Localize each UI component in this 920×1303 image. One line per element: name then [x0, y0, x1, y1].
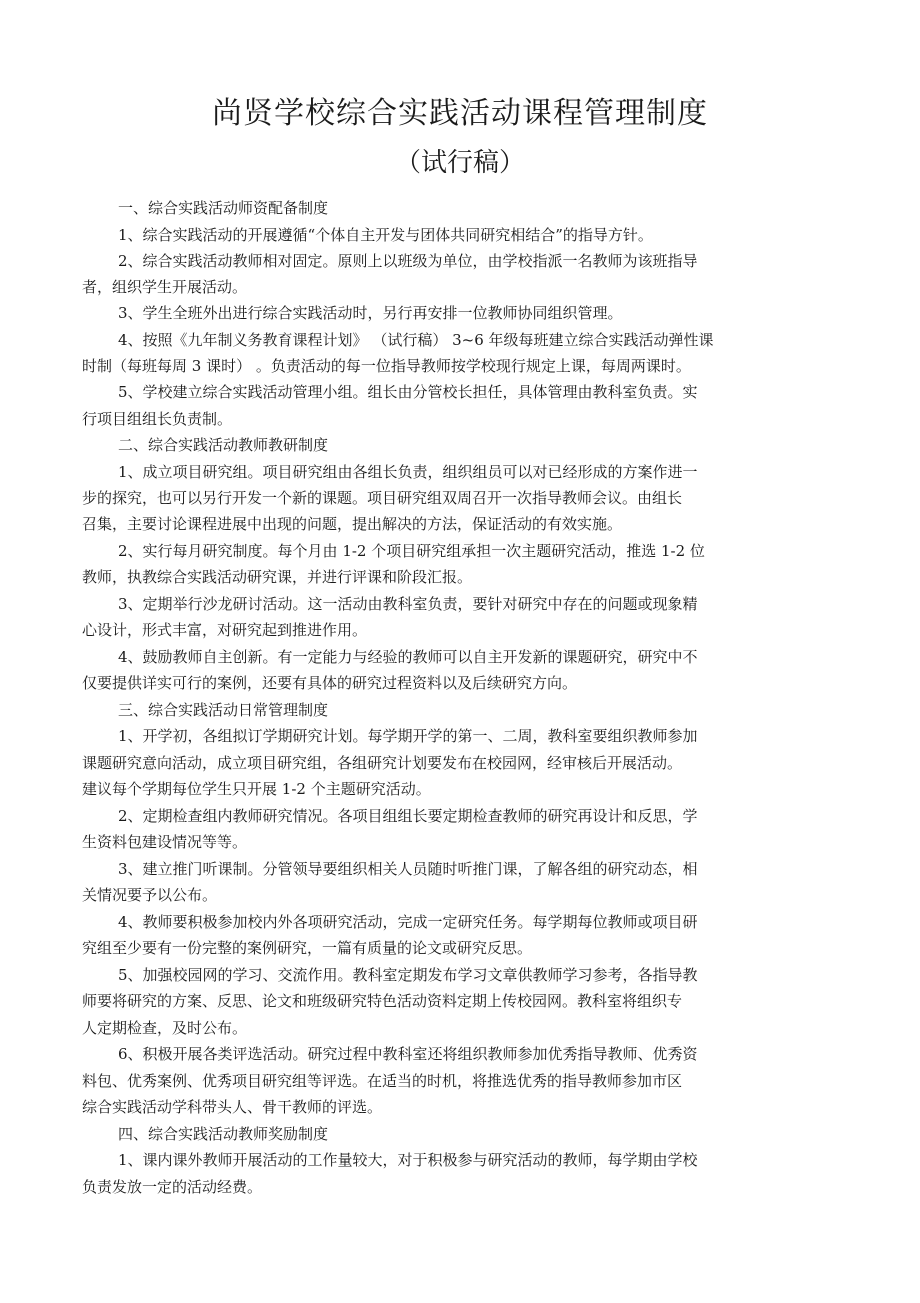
- paragraph-line: 1、综合实践活动的开展遵循“个体自主开发与团体共同研究相结合”的指导方针。: [118, 226, 653, 244]
- paragraph-line: 时制（每班每周 3 课时） 。负责活动的每一位指导教师按学校现行规定上课，每周两课时。: [82, 357, 691, 375]
- paragraph-line: 召集，主要讨论课程进展中出现的问题，提出解决的方法，保证活动的有效实施。: [82, 515, 623, 533]
- paragraph-line: 4、鼓励教师自主创新。有一定能力与经验的教师可以自主开发新的课题研究，研究中不: [118, 648, 698, 666]
- paragraph-line: 生资料包建设情况等等。: [82, 833, 248, 851]
- paragraph-line: 负责发放一定的活动经费。: [82, 1178, 263, 1196]
- paragraph-line: 课题研究意向活动，成立项目研究组，各组研究计划要发布在校园网，经审核后开展活动。: [82, 754, 683, 772]
- paragraph-line: 1、课内课外教师开展活动的工作量较大，对于积极参与研究活动的教师，每学期由学校: [118, 1151, 698, 1169]
- paragraph-line: 3、建立推门听课制。分管领导要组织相关人员随时听推门课，了解各组的研究动态，相: [118, 860, 698, 878]
- paragraph-line: 人定期检查，及时公布。: [82, 1019, 248, 1037]
- paragraph-line: 综合实践活动学科带头人、骨干教师的评选。: [82, 1098, 383, 1116]
- paragraph-line: 1、成立项目研究组。项目研究组由各组长负责，组织组员可以对已经形成的方案作进一: [118, 463, 698, 481]
- paragraph-line: 4、按照《九年制义务教育课程计划》 （试行稿） 3~6 年级每班建立综合实践活动弹性课: [118, 331, 714, 349]
- paragraph-line: 师要将研究的方案、反思、论文和班级研究特色活动资料定期上传校园网。教科室将组织专: [82, 992, 683, 1010]
- document-title: 尚贤学校综合实践活动课程管理制度: [212, 96, 708, 131]
- paragraph-line: 4、教师要积极参加校内外各项研究活动，完成一定研究任务。每学期每位教师或项目研: [118, 913, 698, 931]
- paragraph-line: 5、学校建立综合实践活动管理小组。组长由分管校长担任，具体管理由教科室负责。实: [118, 383, 698, 401]
- paragraph-line: 5、加强校园网的学习、交流作用。教科室定期发布学习文章供教师学习参考，各指导教: [118, 966, 698, 984]
- paragraph-line: 者，组织学生开展活动。: [82, 278, 248, 296]
- paragraph-line: 2、实行每月研究制度。每个月由 1-2 个项目研究组承担一次主题研究活动，推选 1-2 位: [118, 542, 705, 560]
- document-subtitle: （试行稿）: [394, 148, 525, 178]
- paragraph-line: 6、积极开展各类评选活动。研究过程中教科室还将组织教师参加优秀指导教师、优秀资: [118, 1045, 698, 1063]
- paragraph-line: 教师，执教综合实践活动研究课，并进行评课和阶段汇报。: [82, 568, 473, 586]
- section-heading-4: 四、综合实践活动教师奖励制度: [118, 1125, 329, 1143]
- paragraph-line: 行项目组组长负责制。: [82, 410, 233, 428]
- paragraph-line: 建议每个学期每位学生只开展 1-2 个主题研究活动。: [82, 780, 431, 798]
- section-heading-3: 三、综合实践活动日常管理制度: [118, 701, 329, 719]
- paragraph-line: 2、定期检查组内教师研究情况。各项目组组长要定期检查教师的研究再设计和反思，学: [118, 807, 698, 825]
- paragraph-line: 步的探究，也可以另行开发一个新的课题。项目研究组双周召开一次指导教师会议。由组长: [82, 489, 683, 507]
- paragraph-line: 究组至少要有一份完整的案例研究，一篇有质量的论文或研究反思。: [82, 939, 533, 957]
- paragraph-line: 3、定期举行沙龙研讨活动。这一活动由教科室负责，要针对研究中存在的问题或现象精: [118, 595, 698, 613]
- paragraph-line: 料包、优秀案例、优秀项目研究组等评选。在适当的时机，将推选优秀的指导教师参加市区: [82, 1072, 683, 1090]
- paragraph-line: 1、开学初，各组拟订学期研究计划。每学期开学的第一、二周，教科室要组织教师参加: [118, 727, 698, 745]
- paragraph-line: 仅要提供详实可行的案例，还要有具体的研究过程资料以及后续研究方向。: [82, 674, 578, 692]
- paragraph-line: 3、学生全班外出进行综合实践活动时，另行再安排一位教师协同组织管理。: [118, 304, 623, 322]
- section-heading-2: 二、综合实践活动教师教研制度: [118, 436, 329, 454]
- paragraph-line: 关情况要予以公布。: [82, 886, 218, 904]
- paragraph-line: 2、综合实践活动教师相对固定。原则上以班级为单位，由学校指派一名教师为该班指导: [118, 252, 698, 270]
- section-heading-1: 一、综合实践活动师资配备制度: [118, 199, 329, 217]
- paragraph-line: 心设计，形式丰富，对研究起到推进作用。: [82, 621, 368, 639]
